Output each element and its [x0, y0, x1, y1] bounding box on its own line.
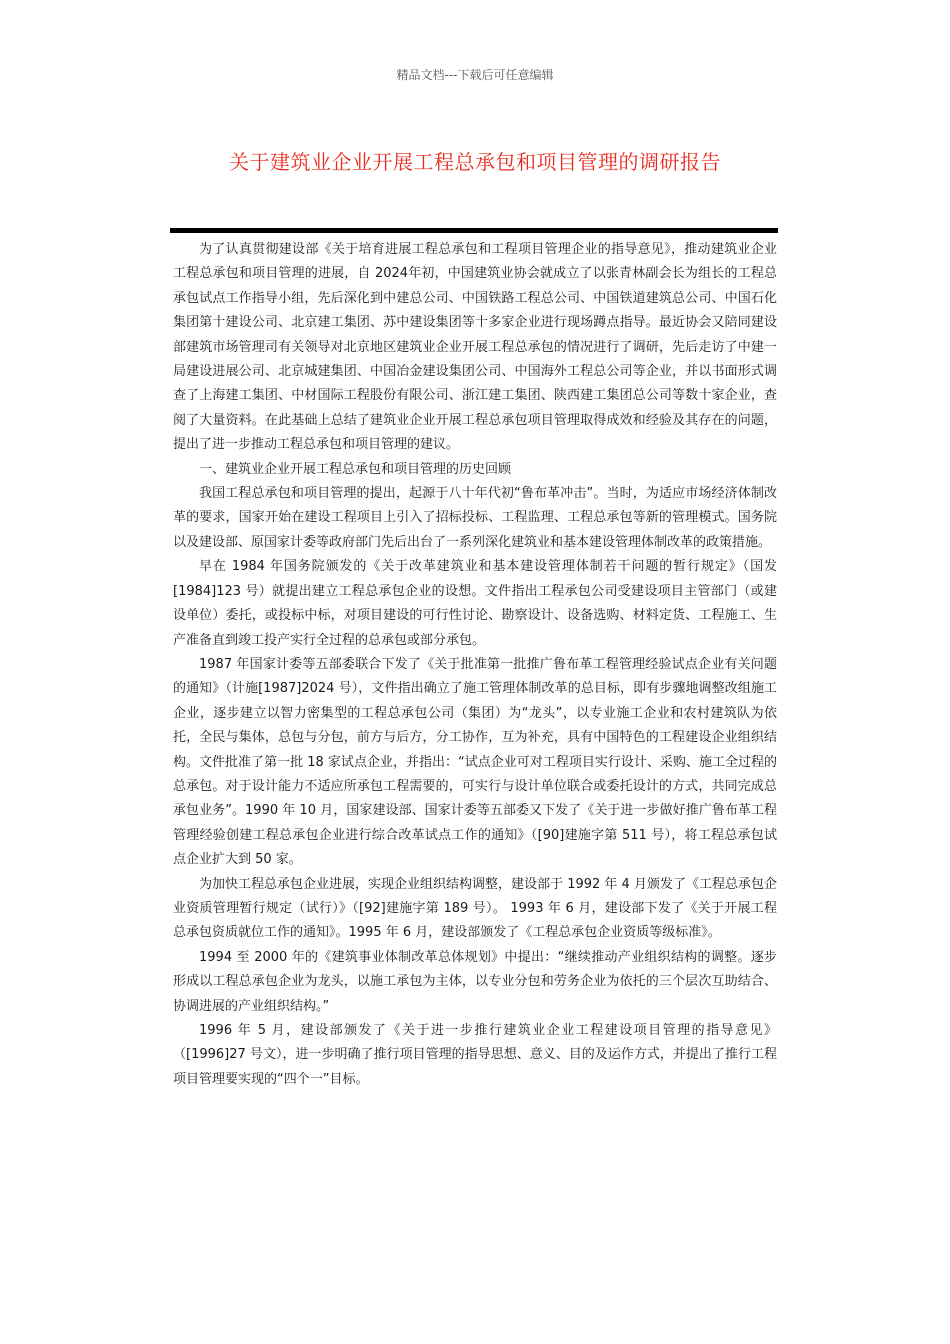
paragraph-origin: 我国工程总承包和项目管理的提出，起源于八十年代初“鲁布革冲击”。当时，为适应市场经济体制改革的要求，国家开始在建设工程项目上引入了招标投标、工程监理、工程总承包等新的管理模式。国务院以及建设部、原国家计委等政府部门先后出台了一系列深化建筑业和基本建设管理体制改革的政策措施。 [173, 486, 777, 550]
paragraph-1992: 为加快工程总承包企业进展，实现企业组织结构调整，建设部于 1992 年 4 月颁发了《工程总承包企业资质管理暂行规定（试行）》（[92]建施字第 189 号）。 1993 年 6 月，建设部下发了《关于开展工程总承包资质就位工作的通知》。1995 年 6 月，建设部颁发了《工程总承包企业资质等级标准》。 [173, 876, 777, 941]
paragraph-1987: 1987 年国家计委等五部委联合下发了《关于批准第一批推广鲁布革工程管理经验试点企业有关问题的通知》（计施[1987]2024 号），文件指出确立了施工管理体制改革的总目标，即有步骤地调整改组施工企业，逐步建立以智力密集型的工程总承包公司（集团）为“龙头”，以专业施工企业和农村建筑队为依托，全民与集体，总包与分包，前方与后方，分工协作，互为补充，具有中国特色的工程建设企业组织结构。文件批准了第一批 18 家试点企业，并指出：“试点企业可对工程项目实行设计、采购、施工全过程的总承包。对于设计能力不适应所承包工程需要的，可实行与设计单位联合或委托设计的方式，共同完成总承包业务”。1990 年 10 月，国家建设部、国家计委等五部委又下发了《关于进一步做好推广鲁布革工程管理经验创建工程总承包企业进行综合改革试点工作的通知》（[90]建施字第 511 号），将工程总承包试点企业扩大到 50 家。 [173, 656, 777, 868]
paragraph-1994: 1994 至 2000 年的《建筑事业体制改革总体规划》中提出：“继续推动产业组织结构的调整。逐步形成以工程总承包企业为龙头，以施工承包为主体，以专业分包和劳务企业为依托的三个层次互助结合、协调进展的产业组织结构。” [173, 949, 777, 1014]
page-header-note: 精品文档---下载后可任意编辑 [396, 68, 554, 82]
paragraph-intro: 为了认真贯彻建设部《关于培育进展工程总承包和工程项目管理企业的指导意见》，推动建筑业企业工程总承包和项目管理的进展，自 2024年初，中国建筑业协会就成立了以张青林副会长为组长的工程总承包试点工作指导小组，先后深化到中建总公司、中国铁路工程总公司、中国铁道建筑总公司、中国石化集团第十建设公司、北京建工集团、苏中建设集团等十多家企业进行现场蹲点指导。最近协会又陪同建设部建筑市场管理司有关领导对北京地区建筑业企业开展工程总承包的情况进行了调研，先后走访了中建一局建设进展公司、北京城建集团、中国冶金建设集团公司、中国海外工程总公司等企业，并以书面形式调查了上海建工集团、中材国际工程股份有限公司、浙江建工集团、陕西建工集团总公司等数十家企业，查阅了大量资料。在此基础上总结了建筑业企业开展工程总承包项目管理取得成效和经验及其存在的问题，提出了进一步推动工程总承包和项目管理的建议。 [173, 242, 777, 453]
document-title: 关于建筑业企业开展工程总承包和项目管理的调研报告 [229, 150, 721, 174]
document-body [173, 238, 777, 1092]
paragraph-1984: 早在 1984 年国务院颁发的《关于改革建筑业和基本建设管理体制若干问题的暂行规定》（国发[1984]123 号）就提出建立工程总承包企业的设想。文件指出工程承包公司受建设项目主管部门（或建设单位）委托，或投标中标，对项目建设的可行性讨论、勘察设计、设备选购、材料定货、工程施工、生产准备直到竣工投产实行全过程的总承包或部分承包。 [173, 559, 777, 648]
paragraph-1996: 1996 年 5 月，建设部颁发了《关于进一步推行建筑业企业工程建设项目管理的指导意见》（[1996]27 号文），进一步明确了推行项目管理的指导思想、意义、目的及运作方式，并提出了推行工程项目管理要实现的“四个一”目标。 [173, 1023, 777, 1087]
section-heading-1: 一、建筑业企业开展工程总承包和项目管理的历史回顾 [199, 461, 512, 477]
title-divider [170, 228, 778, 233]
